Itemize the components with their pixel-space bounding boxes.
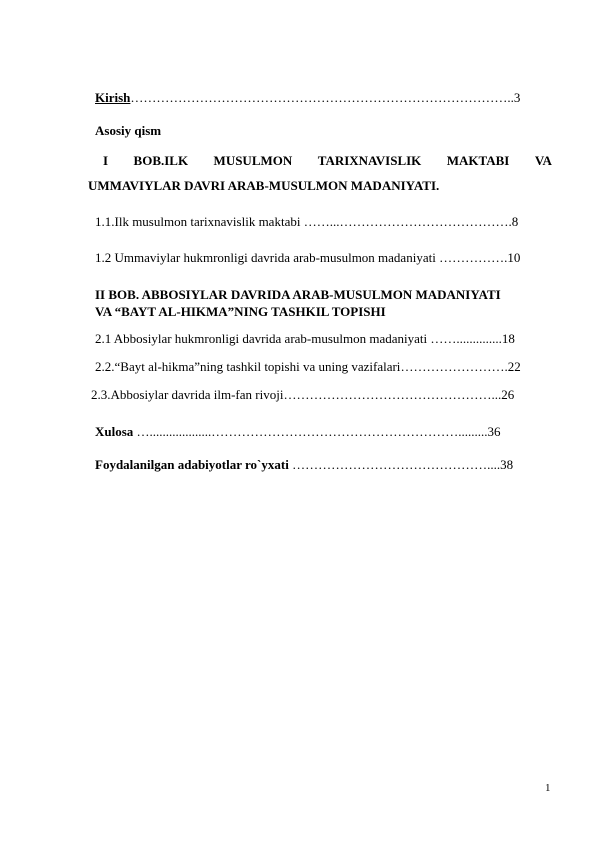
heading-word: I — [103, 153, 109, 168]
page-number: 1 — [545, 782, 551, 794]
toc-section-title: 1.1.Ilk musulmon tarixnavislik maktabi ……... — [95, 214, 340, 229]
toc-chapter1-heading — [103, 153, 552, 169]
toc-section-title: Foydalanilgan adabiyotlar ro`yxati — [95, 457, 289, 472]
toc-page-number: 3 — [513, 90, 521, 105]
toc-page-number: 36 — [487, 424, 501, 439]
heading-word: MAKTABI — [446, 153, 510, 168]
toc-chapter2-heading-line2: VA “BAYT AL-HIKMA”NING TASHKIL TOPISHI — [95, 304, 386, 319]
toc-section-1-1 — [95, 214, 518, 230]
toc-chapter1-heading-cont: UMMAVIYLAR DAVRI ARAB-MUSULMON MADANIYATI. — [88, 178, 440, 193]
toc-leader: …………………………………………………………………………….. — [130, 90, 514, 105]
toc-leader: ……………………. — [400, 359, 508, 374]
toc-leader: …….............. — [430, 331, 502, 346]
toc-page-number: 26 — [501, 387, 515, 402]
toc-section-2-3 — [91, 387, 514, 403]
toc-section-title: 2.2.“Bayt al-hikma”ning tashkil topishi va uning vazifalari — [95, 359, 401, 374]
toc-leader: …………………………………. — [339, 214, 512, 229]
toc-references — [95, 457, 513, 473]
toc-leader: …………………………………………... — [283, 387, 502, 402]
toc-section-2-1 — [95, 331, 515, 347]
toc-section-title: 2.3.Abbosiylar davrida ilm-fan rivoji — [91, 387, 284, 402]
toc-leader: ……………. — [439, 250, 508, 265]
toc-page-number: 8 — [511, 214, 519, 229]
toc-section-2-2 — [95, 359, 521, 375]
toc-page-number: 38 — [500, 457, 514, 472]
heading-word: BOB.ILK — [133, 153, 189, 168]
toc-section-title: 2.1 Abbosiylar hukmronligi davrida arab-musulmon madaniyati — [95, 331, 431, 346]
heading-word: VA — [534, 153, 552, 168]
toc-leader: ……………………………………….... — [288, 457, 501, 472]
toc-intro-title: Kirish — [95, 90, 131, 105]
toc-conclusion — [95, 424, 501, 440]
toc-page-number: 10 — [507, 250, 521, 265]
heading-word: TARIXNAVISLIK — [317, 153, 422, 168]
heading-word: MUSULMON — [213, 153, 293, 168]
toc-intro — [95, 90, 520, 106]
toc-main-part: Asosiy qism — [95, 123, 162, 138]
toc-section-title: 1.2 Ummaviylar hukmronligi davrida arab-musulmon madaniyati — [95, 250, 440, 265]
toc-leader: …...................…………………………………………………......... — [133, 424, 488, 439]
toc-section-1-2 — [95, 250, 520, 266]
toc-page-number: 22 — [507, 359, 521, 374]
toc-chapter2-heading-line1: II BOB. ABBOSIYLAR DAVRIDA ARAB-MUSULMON MADANIYATI — [95, 287, 501, 302]
toc-page-number: 18 — [501, 331, 515, 346]
toc-section-title: Xulosa — [95, 424, 134, 439]
